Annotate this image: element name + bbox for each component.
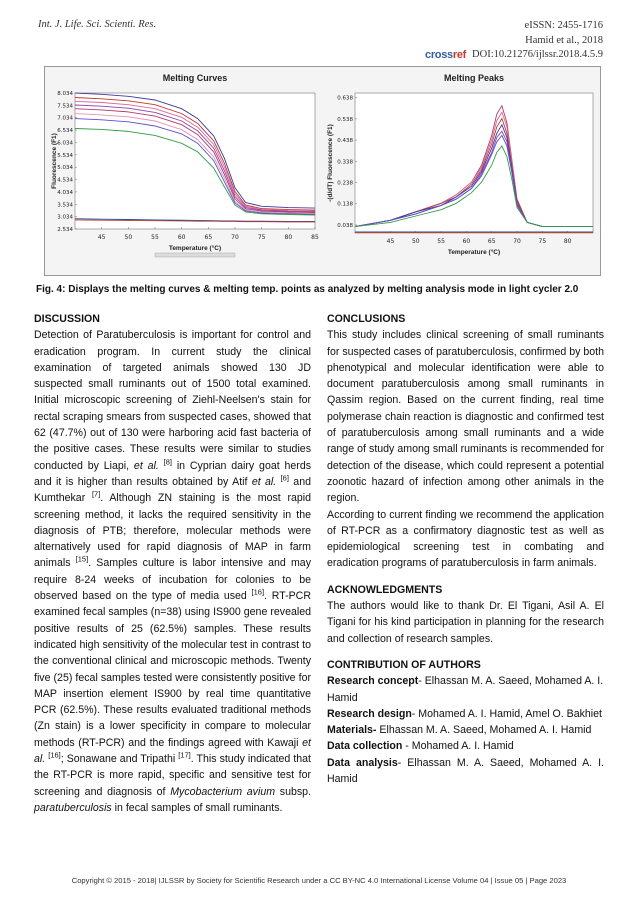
chartb-y-axis-label: -(d/dT) Fluorescence (F1) xyxy=(327,124,334,202)
contribution-item: Materials- Elhassan M. A. Saeed, Mohamed A. I. Hamid xyxy=(327,724,592,737)
contribution-item: Data collection - Mohamed A. I. Hamid xyxy=(327,740,514,753)
page-footer: Copyright © 2015 - 2018| IJLSSR by Society for Scientific Research under a CC BY-NC 4.0 International License Volume 04 | Issue 05 | Page 2023 xyxy=(71,876,567,885)
charta-x-tick-label: 70 xyxy=(231,234,239,241)
chartb-plot-area xyxy=(355,93,593,233)
chartb-y-tick-label: 0.038 xyxy=(337,222,353,229)
chartb-y-tick-label: 0.638 xyxy=(337,95,353,102)
chartb-y-tick-label: 0.538 xyxy=(337,116,353,123)
chartb-title: Melting Peaks xyxy=(443,73,505,83)
figure-caption: Fig. 4: Displays the melting curves & melting temp. points as analyzed by melting analysis mode in light cycler 2.0 xyxy=(36,284,579,295)
charta-y-tick-label: 5.534 xyxy=(57,152,73,159)
charta-title: Melting Curves xyxy=(162,73,228,83)
right-column xyxy=(327,311,604,787)
charta-y-tick-label: 6.534 xyxy=(57,128,73,135)
contribution-heading: CONTRIBUTION OF AUTHORS xyxy=(327,658,481,671)
chartb-x-tick-label: 45 xyxy=(386,238,395,245)
melting-peaks-chart xyxy=(323,67,597,273)
journal-name: Int. J. Life. Sci. Scienti. Res. xyxy=(38,19,157,30)
charta-y-tick-label: 8.034 xyxy=(57,91,73,97)
chartb-y-tick-label: 0.238 xyxy=(337,180,353,187)
chartb-x-tick-label: 75 xyxy=(538,238,547,245)
melting-curves-chart xyxy=(47,67,319,273)
charta-y-tick-label: 6.034 xyxy=(57,140,73,147)
charta-y-tick-label: 3.534 xyxy=(57,202,73,209)
chartb-x-tick-label: 70 xyxy=(513,238,521,245)
charta-x-tick-label: 45 xyxy=(97,234,106,241)
charta-x-tick-label: 80 xyxy=(284,234,293,241)
charta-x-tick-label: 50 xyxy=(124,234,133,241)
charta-y-tick-label: 4.034 xyxy=(57,189,73,196)
chartb-x-tick-label: 50 xyxy=(411,238,420,245)
chartb-y-tick-label: 0.438 xyxy=(337,138,353,145)
charta-x-tick-label: 55 xyxy=(151,234,159,241)
acknowledgments-heading: ACKNOWLEDGMENTS xyxy=(327,583,443,596)
charta-x-tick-label: 65 xyxy=(204,234,213,241)
doi-row xyxy=(425,48,603,63)
charta-y-tick-label: 3.034 xyxy=(57,214,73,221)
charta-y-tick-label: 7.534 xyxy=(57,103,73,110)
charta-x-tick-label: 75 xyxy=(257,234,266,241)
header-meta xyxy=(425,19,603,63)
charta-x-axis-label: Temperature (°C) xyxy=(168,245,222,252)
conclusions-paragraph-2: According to current finding we recommend the application of RT-PCR as a confirmatory diagnostic test as well as epidemiological screening test in combating and eradication programs of paratuberculosis in farm animals. xyxy=(327,508,604,570)
charta-plot-area xyxy=(75,93,315,229)
charta-y-tick-label: 2.534 xyxy=(57,227,73,233)
chartb-x-tick-label: 80 xyxy=(563,238,572,245)
chartb-y-tick-label: 0.338 xyxy=(337,159,353,166)
chartb-y-tick-label: 0.138 xyxy=(337,201,353,208)
charta-y-tick-label: 5.034 xyxy=(57,165,73,172)
chartb-x-tick-label: 65 xyxy=(487,238,496,245)
conclusions-heading: CONCLUSIONS xyxy=(327,313,406,325)
charta-y-tick-label: 4.534 xyxy=(57,177,73,184)
chartb-x-tick-label: 55 xyxy=(437,238,445,245)
conclusions-paragraph-1: This study includes clinical screening of small ruminants for suspected cases of paratuberculosis, confirmed by both phenotypical and molecular identification were able to document paratuberculosis among small ruminants in Qassim region. Based on the current finding, real time polymerase chain reaction is diagnostic and confirmed test of paratuberculosis among small ruminants and a wide range of study among small ruminants is recommended for detection of the disease, which could represent a potential zoonotic hazard of infection among other animals in the region. xyxy=(327,329,604,505)
charta-x-tick-label: 85 xyxy=(311,234,319,241)
discussion-heading: DISCUSSION xyxy=(34,313,100,325)
left-column xyxy=(34,311,311,816)
discussion-paragraph: Detection of Paratuberculosis is important for control and eradication program. In current study the clinical examination of targeted animals showed 130 JD suspected small ruminants out of 1500 total examined. Initial microscopic screening of Ziehl-Neelsen's stain for rectal scraping smears from suspected cases, showed that 62 (47.7%) out of 130 were harboring acid fast bacteria of the positive cases. These results were similar to studies conducted by Liapi, et al. [8] in Cyprian dairy goat herds and it is higher than results obtained by Atif et al. [6] and Kumthekar [7]. Although ZN staining is the most rapid screening method, it lacks the required sensitivity in the diagnosis of PTB; therefore, molecular methods were alternatively used for rapid diagnosis of MAP in farm animals [15]. Samples culture is labor intensive and may require 8-24 weeks of incubation for colonies to be observed based on the type of media used [16]. RT-PCR examined fecal samples (n=38) using IS900 gene revealed positive results of 25 (62.5%) samples. These results indicated high sensitivity of the molecular test in contrast to the conventional clinical and microscopic methods. Twenty five (25) fecal samples tested were consistently positive for MAP insertion element IS900 by real time quantitative PCR (62.5%). These results evaluated traditional methods (Zn stain) is a lower specificity in compare to molecular methods (RT-PCR) and the findings agreed with Kawaji et al. [16]; Sonawane and Tripathi [17]. This study indicated that the RT-PCR is more rapid, specific and sensitive test for screening and diagnosis of Mycobacterium avium subsp. paratuberculosis in fecal samples of small ruminants. xyxy=(34,329,312,814)
charta-y-axis-label: Fluorescence (F1) xyxy=(51,133,58,189)
contribution-item: Data analysis- Elhassan M. A. Saeed, Mohamed A. I. Hamid xyxy=(327,756,604,786)
contribution-item: Research design- Mohamed A. I. Hamid, Amel O. Bakhiet xyxy=(327,707,602,720)
chartb-x-tick-label: 60 xyxy=(462,238,471,245)
charta-scrollbar[interactable] xyxy=(155,253,235,257)
chartb-x-axis-label: Temperature (°C) xyxy=(447,249,501,256)
figure-panel xyxy=(44,66,601,276)
crossref-logo[interactable]: crossref xyxy=(425,49,467,61)
author-line: Hamid et al., 2018 xyxy=(525,34,603,46)
charta-x-tick-label: 60 xyxy=(177,234,186,241)
doi-link[interactable]: DOI:10.21276/ijlssr.2018.4.5.9 xyxy=(472,49,603,60)
contribution-item: Research concept- Elhassan M. A. Saeed, Mohamed A. I. Hamid xyxy=(327,675,604,704)
eissn: eISSN: 2455-1716 xyxy=(524,20,603,31)
charta-y-tick-label: 7.034 xyxy=(57,115,73,122)
acknowledgments-paragraph: The authors would like to thank Dr. El Tigani, Asil A. El Tigani for his kind participation in planning for the research and collection of research samples. xyxy=(327,600,604,645)
